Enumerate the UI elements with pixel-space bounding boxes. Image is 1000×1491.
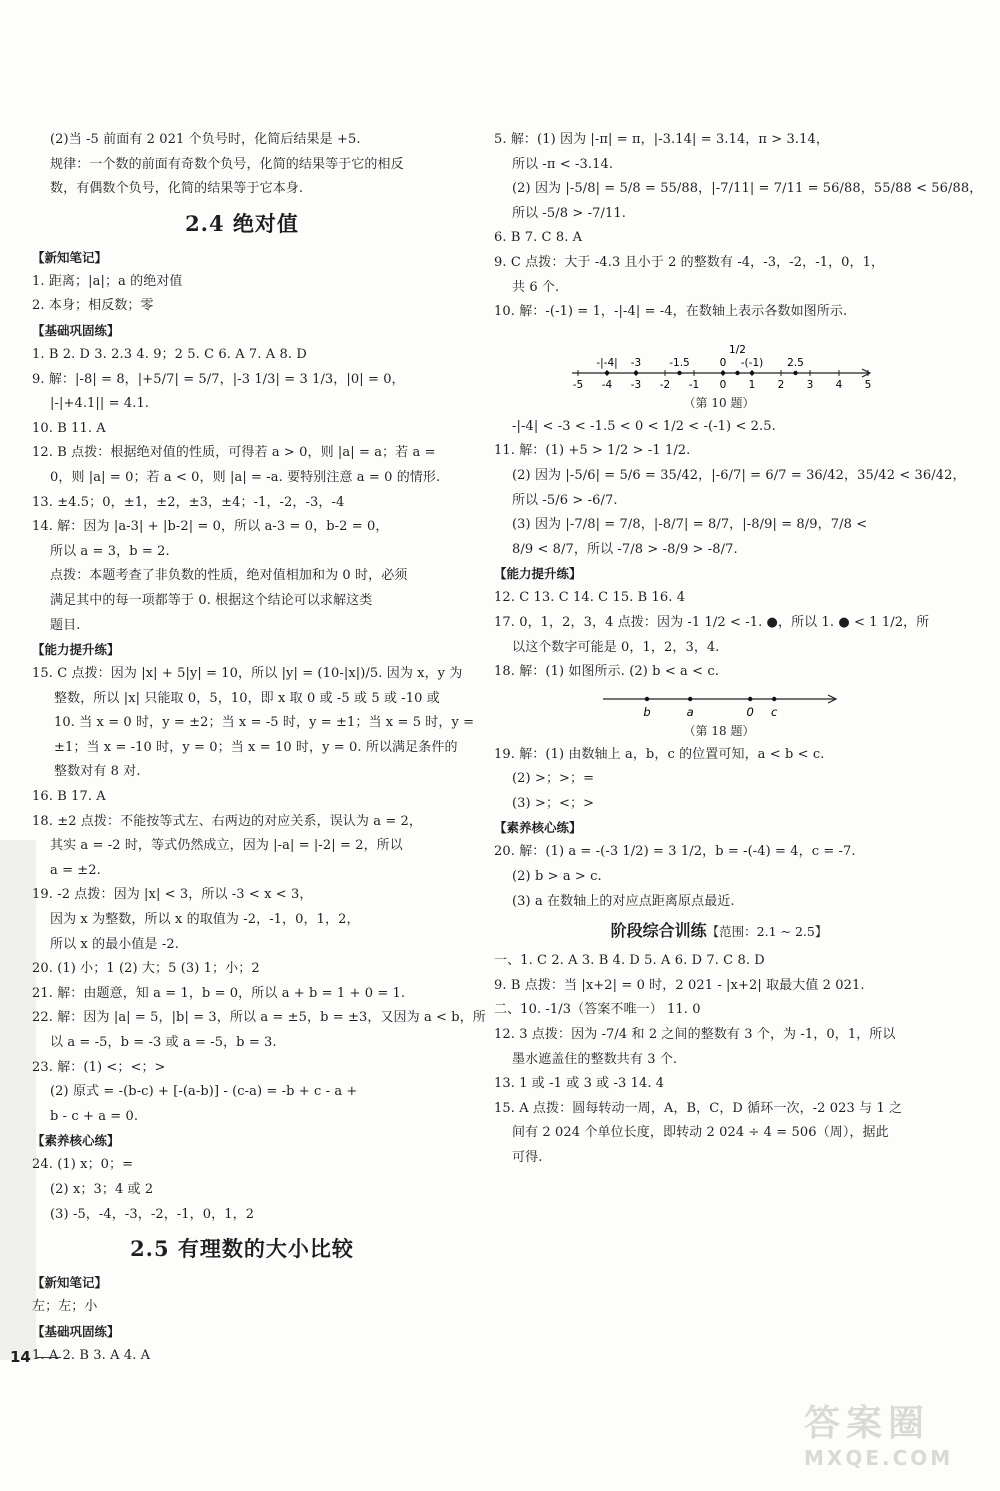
watermark	[804, 1402, 976, 1478]
point-label: b	[643, 704, 651, 719]
answer-line: 整数对有 8 对.	[54, 764, 141, 780]
answer-line: 一、1. C 2. A 3. B 4. D 5. A 6. D 7. C 8. D	[494, 953, 765, 969]
answer-line: 整数，所以 |x| 只能取 0，5，10，即 x 取 0 或 -5 或 5 或 -10 或	[54, 690, 440, 706]
answer-line: 19. 解：(1) 由数轴上 a，b，c 的位置可知，a < b < c.	[494, 746, 825, 762]
answer-line: (3) -5，-4，-3，-2，-1，0，1，2	[50, 1206, 255, 1222]
subsection-heading: 【新知笔记】	[32, 249, 108, 265]
answer-line: 18. ±2 点拨：不能按等式左、右两边的对应关系，误认为 a = 2，	[32, 813, 423, 829]
watermark-logo-text: 答案圈	[804, 1403, 931, 1444]
number-line-point	[634, 371, 638, 375]
stage-training-title	[494, 914, 944, 949]
number-line-18-svg	[599, 687, 839, 721]
answer-line: 12. B 点拨：根据绝对值的性质，可得若 a > 0，则 |a| = a；若 a =	[32, 445, 436, 461]
answer-line: 1. B 2. D 3. 2.3 4. 9；2 5. C 6. A 7. A 8. D	[32, 346, 307, 362]
answer-line: 满足其中的每一项都等于 0. 根据这个结论可以求解这类	[50, 592, 373, 608]
point-label: c	[771, 704, 778, 719]
answer-line: 14. 解：因为 |a-3| + |b-2| = 0，所以 a-3 = 0，b-2 = 0，	[32, 519, 389, 535]
answer-line: b - c + a = 0.	[50, 1108, 139, 1124]
answer-line: 共 6 个.	[512, 279, 560, 295]
number-line-point	[748, 696, 752, 700]
point-label: 0	[719, 356, 727, 369]
subsection-heading: 【新知笔记】	[32, 1275, 108, 1291]
point-label: 1/2	[729, 343, 746, 356]
answer-line: 以 a = -5，b = -3 或 a = -5，b = 3.	[50, 1035, 277, 1050]
answer-line: 20. (1) 小；1 (2) 大；5 (3) 1；小；2	[32, 961, 260, 977]
left-column	[32, 128, 486, 1368]
answer-line: 10. 解：-(-1) = 1，-|-4| = -4，在数轴上表示各数如图所示.	[494, 304, 848, 320]
answer-line: 2. 本身；相反数；零	[32, 298, 154, 314]
answer-line: 6. B 7. C 8. A	[494, 230, 583, 246]
number-line-figure-10	[494, 327, 944, 413]
answer-line: 9. 解：|-8| = 8，|+5/7| = 5/7，|-3 1/3| = 3 1/3，|0| = 0，	[32, 371, 405, 387]
answer-line: 22. 解：因为 |a| = 5，|b| = 3，所以 a = ±5，b = ±3，又因为 a < b，所	[32, 1010, 486, 1026]
point-label: 0	[746, 704, 754, 719]
tick-label: -5	[572, 378, 584, 391]
answer-line: 11. 解：(1) +5 > 1/2 > -1 1/2.	[494, 443, 691, 459]
answer-line: 左；左；小	[32, 1299, 98, 1315]
tick-label: -3	[630, 378, 642, 391]
answer-line: 1. 距离；|a|；a 的绝对值	[32, 273, 183, 289]
answer-line: 所以 a = 3，b = 2.	[50, 543, 170, 559]
answer-line: 13. 1 或 -1 或 3 或 -3 14. 4	[494, 1076, 665, 1092]
point-label: a	[686, 704, 694, 719]
number-line-point	[677, 371, 681, 375]
tick-label: -4	[601, 378, 613, 391]
answer-line: (2) >；>；=	[512, 771, 595, 787]
answer-line: 20. 解：(1) a = -(-3 1/2) = 3 1/2，b = -(-4) = 4，c = -7.	[494, 844, 856, 860]
answer-line: 其实 a = -2 时，等式仍然成立，因为 |-a| = |-2| = 2，所以	[50, 838, 403, 854]
number-line-point	[772, 696, 776, 700]
answer-line: 12. 3 点拨：因为 -7/4 和 2 之间的整数有 3 个，为 -1，0，1，所以	[494, 1027, 896, 1043]
subsection-heading: 【能力提升练】	[32, 642, 120, 658]
answer-line: -|-4| < -3 < -1.5 < 0 < 1/2 < -(-1) < 2.5.	[512, 418, 776, 434]
subsection-heading: 【能力提升练】	[494, 566, 582, 582]
figure-caption: （第 18 题）	[683, 723, 755, 738]
answer-line: 以这个数字可能是 0，1，2，3，4.	[512, 639, 720, 655]
stage-title-text: 阶段综合训练	[610, 921, 707, 941]
answer-line: 0，则 |a| = 0；若 a < 0，则 |a| = -a. 要特别注意 a = 0 的情形.	[50, 469, 441, 485]
answer-line: (2) b > a > c.	[512, 869, 602, 885]
subsection-heading: 【素养核心练】	[32, 1133, 120, 1149]
tick-label: 0	[719, 378, 727, 391]
answer-line: 数，有偶数个负号，化简的结果等于它本身.	[50, 181, 304, 197]
subsection-heading: 【基础巩固练】	[32, 1323, 120, 1339]
figure-caption: （第 10 题）	[683, 395, 755, 410]
answer-line: 10. 当 x = 0 时，y = ±2；当 x = -5 时，y = ±1；当 x = 5 时，y =	[54, 715, 475, 731]
answer-line: a = ±2.	[50, 862, 101, 878]
answer-line: 所以 x 的最小值是 -2.	[50, 936, 179, 952]
page-number: 14	[10, 1348, 61, 1366]
number-line-point	[688, 696, 692, 700]
answer-line: 8/9 < 8/7，所以 -7/8 > -8/9 > -8/7.	[512, 541, 738, 557]
left-edge-shadow	[0, 840, 36, 1360]
section-title: 2.4 绝对值	[185, 210, 299, 236]
answer-line: 23. 解：(1) <；<；>	[32, 1059, 166, 1075]
number-line-figure-18	[494, 687, 944, 741]
answer-line: 15. C 点拨：因为 |x| + 5|y| = 10，所以 |y| = (10-|x|)/5. 因为 x，y 为	[32, 666, 463, 682]
answer-line: 因为 x 为整数，所以 x 的取值为 -2，-1，0，1，2，	[50, 912, 360, 928]
tick-label: 4	[835, 378, 843, 391]
answer-line: 规律：一个数的前面有奇数个负号，化简的结果等于它的相反	[50, 156, 404, 172]
section-title: 2.5 有理数的大小比较	[130, 1236, 354, 1262]
answer-line: 所以 -π < -3.14.	[512, 156, 614, 172]
answer-line: (3) >；<；>	[512, 795, 595, 811]
answer-line: (3) a 在数轴上的对应点距离原点最近.	[512, 893, 735, 909]
stage-range: 【范围：2.1 ~ 2.5】	[706, 924, 828, 940]
answer-line: 题目.	[50, 617, 81, 633]
point-label: -(-1)	[740, 356, 764, 369]
answer-line: 二、10. -1/3（答案不唯一） 11. 0	[494, 1002, 701, 1018]
answer-line: (2) 因为 |-5/8| = 5/8 = 55/88，|-7/11| = 7/11 = 56/88，55/88 < 56/88，	[512, 181, 983, 197]
subsection-heading: 【素养核心练】	[494, 820, 582, 836]
answer-line: 21. 解：由题意，知 a = 1，b = 0，所以 a + b = 1 + 0 = 1.	[32, 985, 406, 1001]
answer-line: 墨水遮盖住的整数共有 3 个.	[512, 1051, 678, 1067]
number-line-point	[721, 371, 725, 375]
answer-line: ±1；当 x = -10 时，y = 0；当 x = 10 时，y = 0. 所以满足条件的	[54, 739, 458, 755]
answer-line: 15. A 点拨：圆每转动一周，A，B，C，D 循环一次，-2 023 与 1 之	[494, 1100, 903, 1116]
answer-line: 所以 -5/6 > -6/7.	[512, 492, 618, 508]
number-line-point	[735, 371, 739, 375]
tick-label: 5	[864, 378, 872, 391]
answer-line: (2) 因为 |-5/6| = 5/6 = 35/42，|-6/7| = 6/7 = 36/42，35/42 < 36/42，	[512, 467, 966, 483]
tick-label: 1	[748, 378, 756, 391]
answer-line: 24. (1) x；0；=	[32, 1157, 134, 1173]
number-line-10-svg	[564, 327, 874, 393]
number-line-point	[793, 371, 797, 375]
answer-line: 17. 0，1，2，3，4 点拨：因为 -1 1/2 < -1. ●，所以 1. ● < 1 1/2，所	[494, 614, 930, 630]
answer-line: 19. -2 点拨：因为 |x| < 3，所以 -3 < x < 3，	[32, 887, 313, 903]
answer-line: 可得.	[512, 1150, 543, 1165]
answer-line: (2) x；3；4 或 2	[50, 1181, 154, 1197]
tick-label: 2	[777, 378, 785, 391]
answer-line: 5. 解：(1) 因为 |-π| = π，|-3.14| = 3.14，π > 3.14，	[494, 132, 829, 147]
answer-line: 12. C 13. C 14. C 15. B 16. 4	[494, 590, 686, 606]
tick-label: 3	[806, 378, 814, 391]
answer-line: 9. B 点拨：当 |x+2| = 0 时，2 021 - |x+2| 取最大值 2 021.	[494, 977, 865, 993]
answer-line: (2)当 -5 前面有 2 021 个负号时，化简后结果是 +5.	[50, 132, 361, 147]
point-label: 2.5	[787, 356, 804, 369]
tick-label: -1	[688, 378, 700, 391]
answer-line: 点拨：本题考查了非负数的性质，绝对值相加和为 0 时，必须	[50, 568, 408, 584]
answer-line: (3) 因为 |-7/8| = 7/8，|-8/7| = 8/7，|-8/9| = 8/9，7/8 <	[512, 517, 868, 533]
number-line-point	[645, 696, 649, 700]
point-label: -|-4|	[596, 356, 618, 369]
tick-label: -2	[659, 378, 671, 391]
answer-line: (2) 原式 = -(b-c) + [-(a-b)] - (c-a) = -b + c - a +	[50, 1084, 358, 1100]
subsection-heading: 【基础巩固练】	[32, 322, 120, 338]
answer-line: 1. A 2. B 3. A 4. A	[32, 1347, 151, 1363]
number-line-point	[605, 371, 609, 375]
answer-line: 所以 -5/8 > -7/11.	[512, 205, 626, 221]
answer-line: 13. ±4.5；0，±1，±2，±3，±4；-1，-2，-3，-4	[32, 494, 345, 510]
answer-line: 10. B 11. A	[32, 420, 106, 436]
answer-line: 间有 2 024 个单位长度，即转动 2 024 ÷ 4 = 506（周），据此	[512, 1125, 889, 1141]
watermark-url: MXQE.COM	[804, 1446, 954, 1470]
answer-line: 18. 解：(1) 如图所示. (2) b < a < c.	[494, 664, 719, 680]
right-column	[494, 128, 983, 1171]
number-line-point	[750, 371, 754, 375]
point-label: -3	[630, 356, 642, 369]
answer-line: |-|+4.1|| = 4.1.	[50, 396, 150, 412]
point-label: -1.5	[669, 356, 690, 369]
answer-line: 16. B 17. A	[32, 789, 106, 805]
answer-line: 9. C 点拨：大于 -4.3 且小于 2 的整数有 -4，-3，-2，-1，0，1，	[494, 254, 885, 270]
